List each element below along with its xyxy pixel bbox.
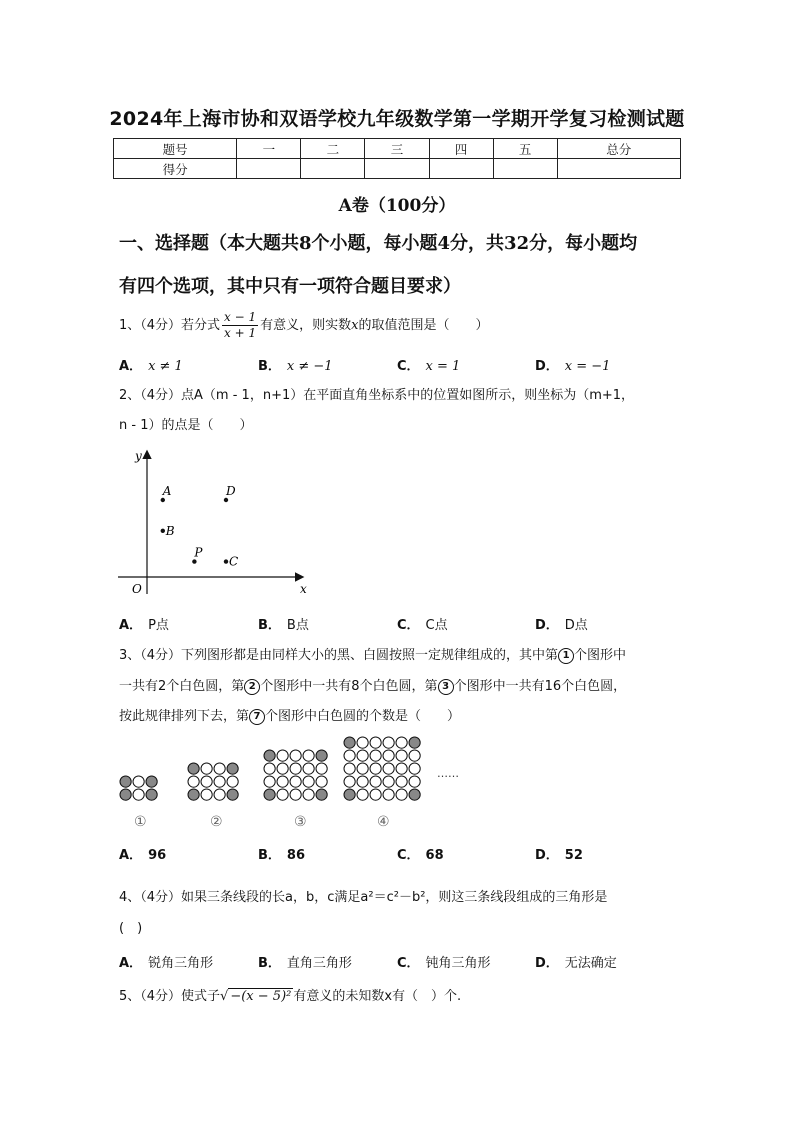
q1-suffix: 的取值范围是（ ） xyxy=(358,318,489,333)
white-circle xyxy=(344,763,355,774)
q2-option-a[interactable] xyxy=(119,614,169,633)
white-circle xyxy=(383,750,394,761)
q3-option-c[interactable] xyxy=(397,844,450,863)
option-label: A． xyxy=(119,956,143,971)
option-text: P点 xyxy=(148,618,169,633)
white-circle xyxy=(277,750,288,761)
white-circle xyxy=(383,789,394,800)
white-circle xyxy=(357,789,368,800)
dark-circle xyxy=(146,776,157,787)
dark-circle xyxy=(188,789,199,800)
white-circle xyxy=(370,737,381,748)
figure-label-1: ① xyxy=(134,814,147,830)
white-circle xyxy=(396,750,407,761)
dark-circle xyxy=(264,789,275,800)
point-label-a: A xyxy=(162,484,172,498)
white-circle xyxy=(396,789,407,800)
white-circle xyxy=(264,763,275,774)
option-label: B． xyxy=(258,956,281,971)
q3-options xyxy=(119,844,679,864)
score-header-cell: 二 xyxy=(301,139,365,159)
q3-text: 个图形中一共有8个白色圆，第 xyxy=(260,679,438,694)
white-circle xyxy=(357,776,368,787)
q4-option-a[interactable] xyxy=(119,952,213,971)
white-circle xyxy=(370,763,381,774)
point-b xyxy=(161,529,165,533)
q4-option-b[interactable] xyxy=(258,952,352,971)
q3-text: 3、（4分）下列图形都是由同样大小的黑、白圆按照一定规律组成的，其中第 xyxy=(119,648,559,663)
white-circle xyxy=(277,763,288,774)
white-circle xyxy=(383,737,394,748)
white-circle xyxy=(264,776,275,787)
score-cell xyxy=(493,159,557,179)
q1-frac-den: x + 1 xyxy=(224,326,257,340)
section1-heading-line1: 一、选择题（本大题共8个小题，每小题4分，共32分，每小题均 xyxy=(119,233,638,254)
option-text: 无法确定 xyxy=(564,956,617,971)
q1-options xyxy=(119,355,679,375)
figure-label-2: ② xyxy=(210,814,223,830)
white-circle xyxy=(396,776,407,787)
q1-option-d[interactable] xyxy=(535,355,610,374)
score-header-cell: 五 xyxy=(493,139,557,159)
white-circle xyxy=(316,763,327,774)
q4-option-c[interactable] xyxy=(397,952,491,971)
section-a-heading: A卷（100分） xyxy=(338,196,456,216)
q5-sqrt-expression: √ −(x − 5)² xyxy=(220,989,292,1004)
dark-circle xyxy=(264,750,275,761)
white-circle xyxy=(344,750,355,761)
q2-stem-line1: 2、（4分）点A（m - 1，n+1）在平面直角坐标系中的位置如图所示，则坐标为（m+1， xyxy=(119,388,635,403)
dark-circle xyxy=(188,763,199,774)
q1-stem xyxy=(119,310,679,341)
score-cell xyxy=(301,159,365,179)
option-label: C． xyxy=(397,956,420,971)
white-circle xyxy=(133,789,144,800)
q3-pattern-figure xyxy=(112,734,482,834)
q3-circled-number: 3 xyxy=(438,679,454,695)
white-circle xyxy=(214,776,225,787)
q3-circled-number: 1 xyxy=(558,648,574,664)
dark-circle xyxy=(227,789,238,800)
score-table-header-row xyxy=(114,139,681,159)
white-circle xyxy=(303,776,314,787)
point-label-c: C xyxy=(229,554,239,569)
q1-prefix: 1、（4分）若分式 xyxy=(119,318,221,333)
score-cell xyxy=(365,159,429,179)
option-label: B． xyxy=(258,618,281,633)
option-text: C点 xyxy=(425,618,448,633)
point-d xyxy=(224,498,228,502)
option-text: 52 xyxy=(564,848,583,863)
option-text: B点 xyxy=(286,618,309,633)
white-circle xyxy=(277,789,288,800)
white-circle xyxy=(201,763,212,774)
white-circle xyxy=(409,763,420,774)
option-text: 钝角三角形 xyxy=(425,956,491,971)
point-label-d: D xyxy=(226,484,236,498)
dark-circle xyxy=(120,776,131,787)
option-label: A． xyxy=(119,848,143,863)
q3-text: 个图形中一共有16个白色圆， xyxy=(453,679,627,694)
point-label-b: B xyxy=(165,523,175,538)
origin-label: O xyxy=(132,582,142,596)
q1-frac-num: x − 1 xyxy=(224,310,257,324)
score-header-cell: 总分 xyxy=(557,139,680,159)
dark-circle xyxy=(409,789,420,800)
option-text: D点 xyxy=(564,618,588,633)
white-circle xyxy=(409,776,420,787)
point-c xyxy=(224,559,228,563)
q3-text: 一共有2个白色圆，第 xyxy=(119,679,245,694)
q1-fraction xyxy=(222,310,258,341)
score-header-cell: 一 xyxy=(237,139,301,159)
q2-options xyxy=(119,614,679,634)
q4-options xyxy=(119,952,679,972)
white-circle xyxy=(383,776,394,787)
white-circle xyxy=(303,789,314,800)
white-circle xyxy=(357,750,368,761)
white-circle xyxy=(383,763,394,774)
q3-grids xyxy=(120,737,420,800)
white-circle xyxy=(316,776,327,787)
option-label: C． xyxy=(397,359,420,374)
q2-option-d[interactable] xyxy=(535,614,588,633)
option-text: x = −1 xyxy=(564,359,611,374)
q4-stem-line2: ( ) xyxy=(119,921,143,936)
q3-circled-number: 2 xyxy=(244,679,260,695)
q3-text: 个图形中白色圆的个数是（ ） xyxy=(265,709,461,724)
white-circle xyxy=(214,763,225,774)
option-label: D． xyxy=(535,848,559,863)
q5-stem xyxy=(119,981,679,1012)
white-circle xyxy=(290,750,301,761)
option-label: A． xyxy=(119,618,143,633)
q3-text: 按此规律排列下去，第 xyxy=(119,709,250,724)
option-label: A． xyxy=(119,359,143,374)
score-table-score-row xyxy=(114,159,681,179)
q3-stem-line1 xyxy=(119,640,679,671)
option-text: 锐角三角形 xyxy=(148,956,214,971)
white-circle xyxy=(133,776,144,787)
white-circle xyxy=(357,763,368,774)
white-circle xyxy=(188,776,199,787)
option-text: x = 1 xyxy=(425,359,461,374)
option-text: x ≠ −1 xyxy=(286,359,333,374)
page-title: 2024年上海市协和双语学校九年级数学第一学期开学复习检测试题 xyxy=(109,108,685,130)
q3-circled-number: 7 xyxy=(249,709,265,725)
score-cell xyxy=(557,159,680,179)
white-circle xyxy=(290,789,301,800)
white-circle xyxy=(290,763,301,774)
dark-circle xyxy=(227,763,238,774)
white-circle xyxy=(303,763,314,774)
dark-circle xyxy=(120,789,131,800)
score-row-label: 得分 xyxy=(114,159,237,179)
q3-option-a[interactable] xyxy=(119,844,172,863)
q3-option-d[interactable] xyxy=(535,844,589,863)
point-a xyxy=(161,498,165,502)
option-label: B． xyxy=(258,848,281,863)
score-cell xyxy=(237,159,301,179)
option-text: 68 xyxy=(425,848,444,863)
q5-radicand: −(x − 5)² xyxy=(230,989,292,1004)
white-circle xyxy=(201,776,212,787)
figure-label-3: ③ xyxy=(294,814,307,830)
dark-circle xyxy=(316,750,327,761)
white-circle xyxy=(227,776,238,787)
option-text: 86 xyxy=(286,848,306,863)
dark-circle xyxy=(146,789,157,800)
dark-circle xyxy=(344,789,355,800)
q3-stem-line2 xyxy=(119,671,679,702)
score-header-cell: 四 xyxy=(429,139,493,159)
q2-points xyxy=(161,484,239,569)
white-circle xyxy=(214,789,225,800)
y-axis-label: y xyxy=(135,449,142,463)
figure-ellipsis: …… xyxy=(437,767,459,780)
q3-option-b[interactable] xyxy=(258,844,311,863)
section1-heading-line2: 有四个选项，其中只有一项符合题目要求） xyxy=(119,276,461,297)
q1-mid: 有意义，则实数 xyxy=(260,318,352,333)
score-table xyxy=(113,138,681,179)
q4-stem-line1: 4、（4分）如果三条线段的长a，b，c满足a²＝c²－b²，则这三条线段组成的三角形是 xyxy=(119,890,608,905)
q1-option-b[interactable] xyxy=(258,355,333,374)
q1-option-c[interactable] xyxy=(397,355,460,374)
dark-circle xyxy=(409,737,420,748)
q5-prefix: 5、（4分）使式子 xyxy=(119,989,221,1004)
white-circle xyxy=(370,750,381,761)
q2-option-c[interactable] xyxy=(397,614,448,633)
white-circle xyxy=(344,776,355,787)
point-p xyxy=(192,559,196,563)
q1-var: x xyxy=(351,318,359,333)
q2-coordinate-figure xyxy=(112,446,312,598)
option-text: 直角三角形 xyxy=(286,956,352,971)
q2-stem-line2: n - 1）的点是（ ） xyxy=(119,418,253,433)
point-label-p: P xyxy=(194,545,203,560)
score-header-cell: 三 xyxy=(365,139,429,159)
option-label: B． xyxy=(258,359,281,374)
figure-label-4: ④ xyxy=(377,814,390,830)
option-text: 96 xyxy=(148,848,167,863)
dark-circle xyxy=(316,789,327,800)
white-circle xyxy=(370,776,381,787)
option-label: D． xyxy=(535,359,559,374)
score-cell xyxy=(429,159,493,179)
white-circle xyxy=(357,737,368,748)
option-text: x ≠ 1 xyxy=(148,359,183,374)
white-circle xyxy=(396,763,407,774)
q4-option-d[interactable] xyxy=(535,952,617,971)
q5-suffix: 有意义的未知数x有（ ）个. xyxy=(293,989,462,1004)
white-circle xyxy=(409,750,420,761)
white-circle xyxy=(201,789,212,800)
dark-circle xyxy=(344,737,355,748)
white-circle xyxy=(370,789,381,800)
option-label: D． xyxy=(535,956,559,971)
white-circle xyxy=(277,776,288,787)
x-axis-label: x xyxy=(300,582,307,596)
option-label: D． xyxy=(535,618,559,633)
option-label: C． xyxy=(397,848,420,863)
score-header-cell: 题号 xyxy=(114,139,237,159)
white-circle xyxy=(396,737,407,748)
option-label: C． xyxy=(397,618,420,633)
q1-option-a[interactable] xyxy=(119,355,183,374)
q2-option-b[interactable] xyxy=(258,614,309,633)
q3-text: 个图形中 xyxy=(574,648,627,663)
white-circle xyxy=(290,776,301,787)
q3-stem-line3 xyxy=(119,701,679,732)
white-circle xyxy=(303,750,314,761)
